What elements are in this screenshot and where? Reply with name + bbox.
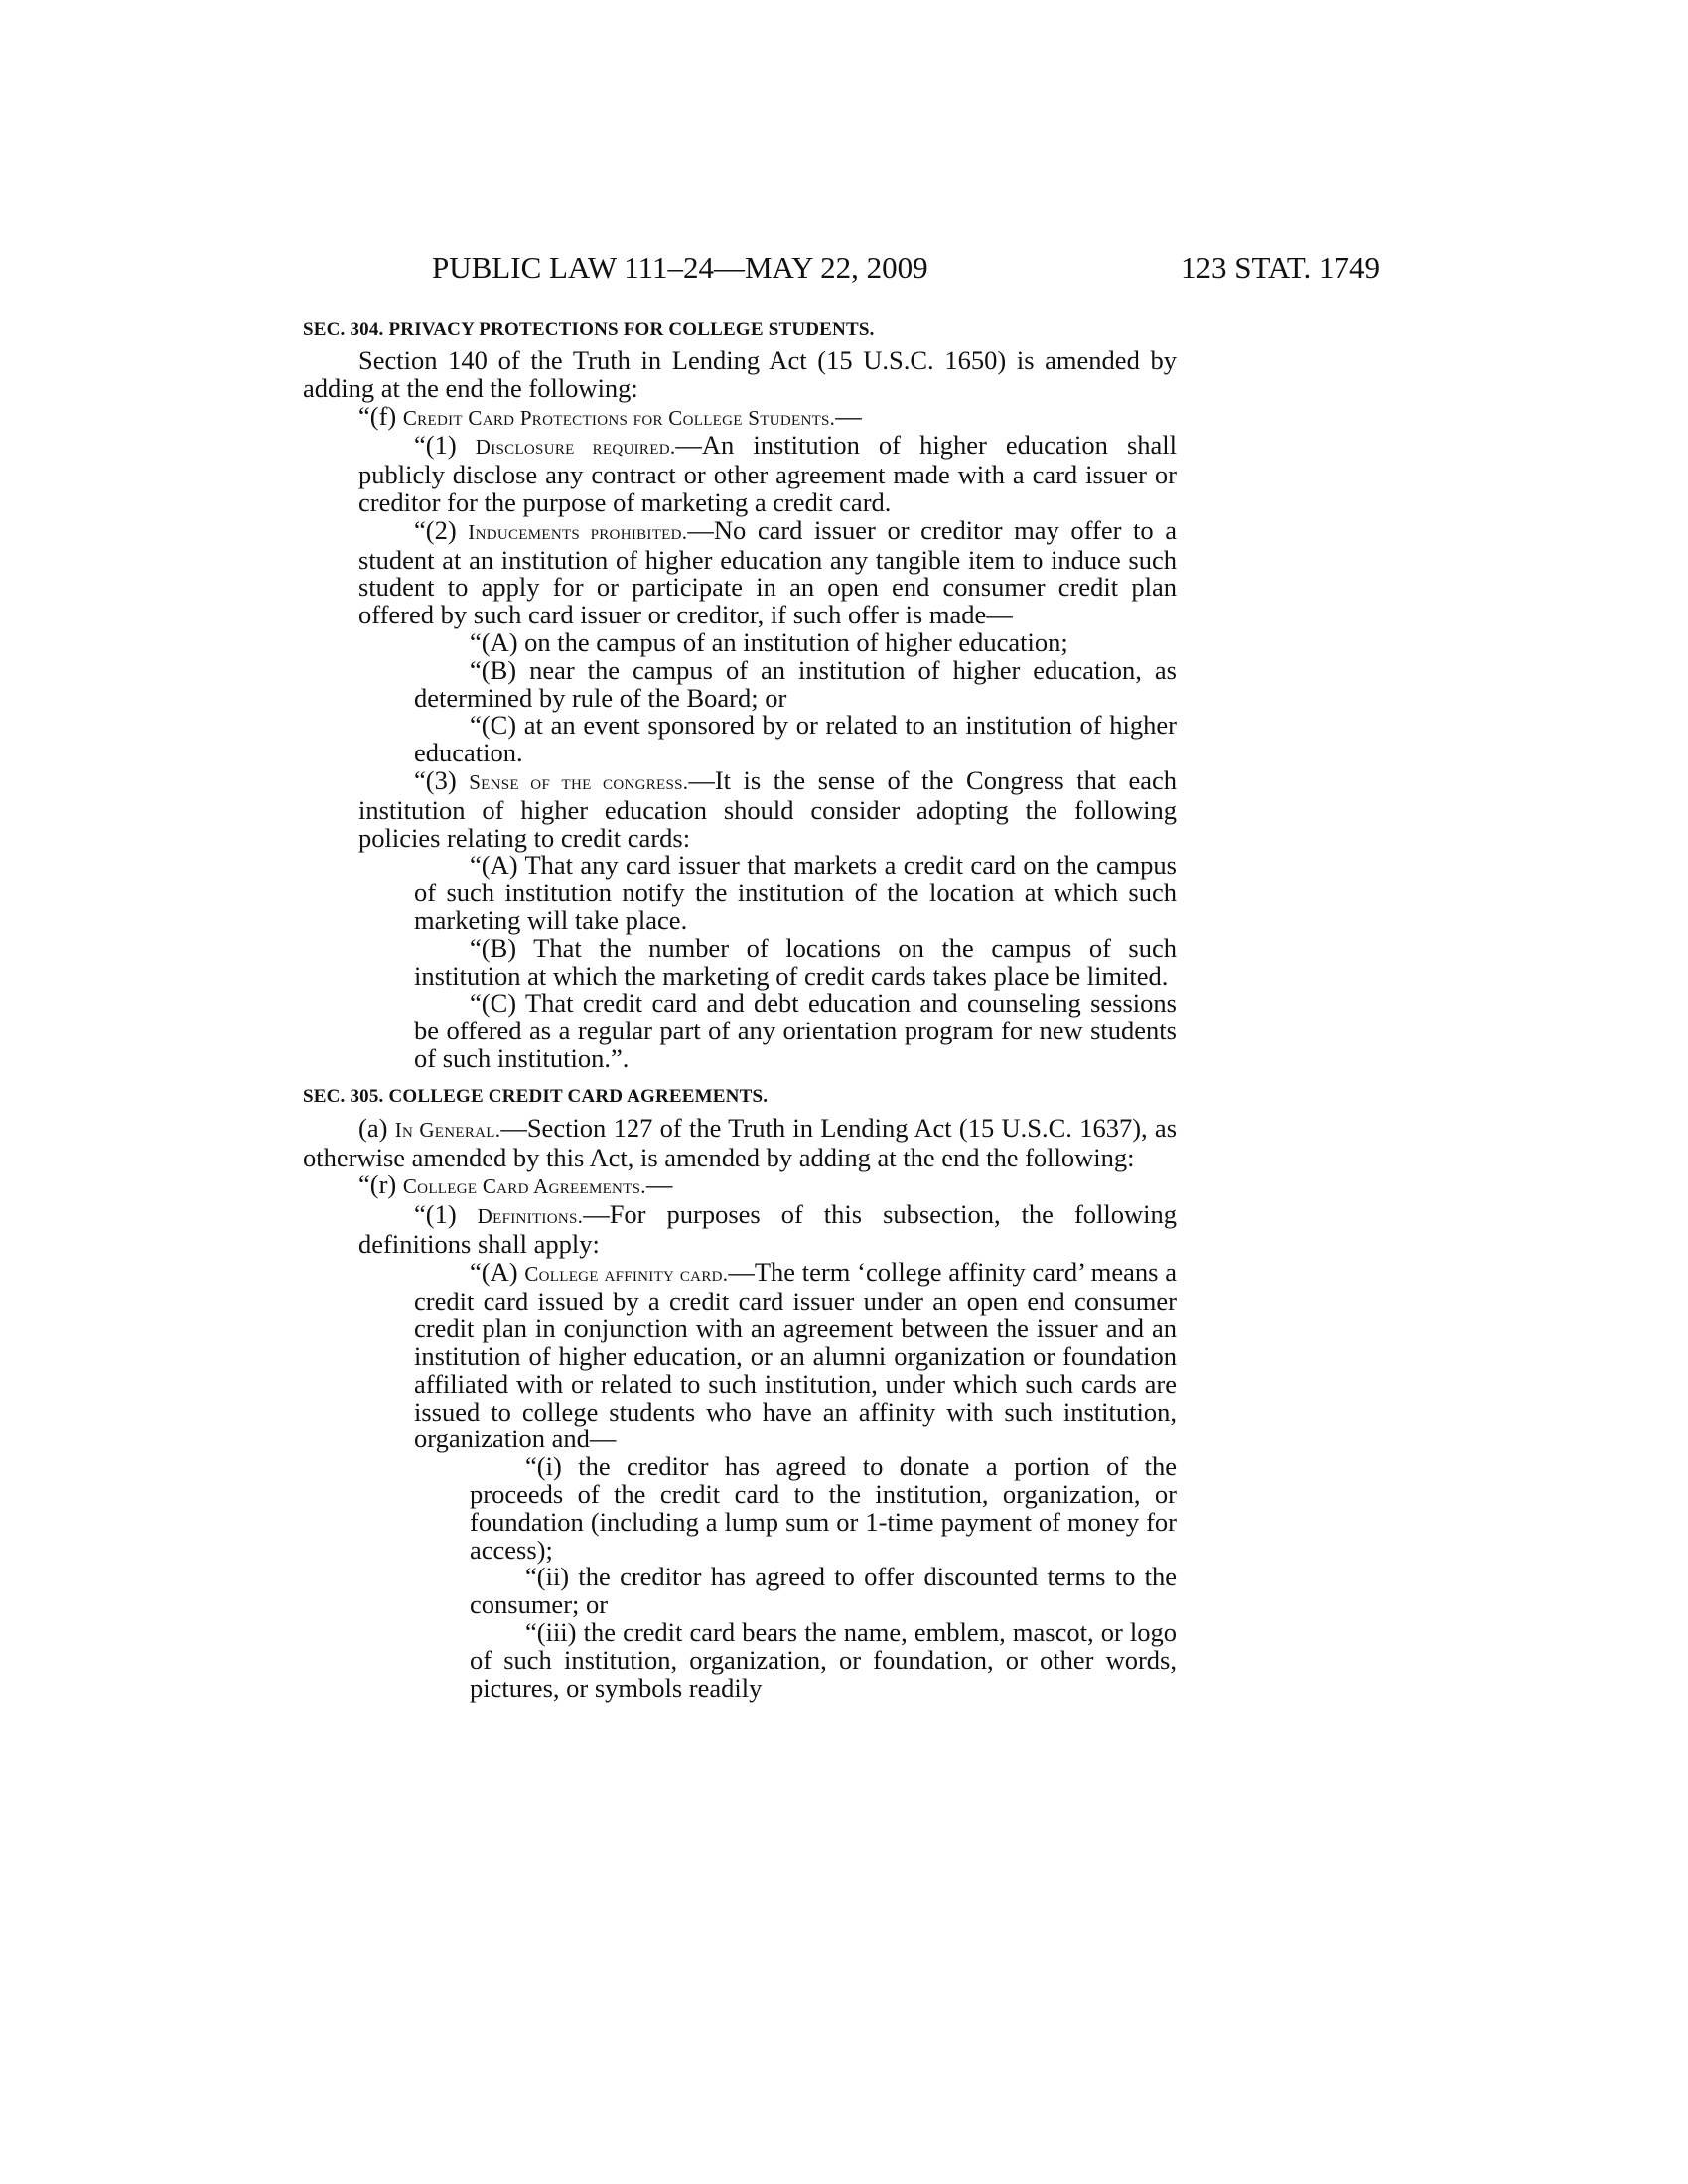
definitions-text: —For purposes of this subsection, the following definitions shall apply: <box>358 1199 1177 1259</box>
document-body <box>303 316 1177 1702</box>
paragraph-1-prefix: “(1) <box>414 430 476 461</box>
paragraph-1-text: —An institution of higher education shall publicly disclose any contract or other agreement made with a card issuer or creditor for the purpose of marketing a credit card. <box>358 430 1177 517</box>
paragraph-3-item-c: “(C) That credit card and debt education and counseling sessions be offered as a regular part of any orientation program for new students of such institution.”. <box>414 988 1177 1073</box>
subsection-a-text: —Section 127 of the Truth in Lending Act (15 U.S.C. 1637), as otherwise amended by this Act, is amended by adding at the end the following: <box>303 1112 1178 1172</box>
section-305-heading: SEC. 305. COLLEGE CREDIT CARD AGREEMENTS. <box>303 1085 769 1107</box>
subsection-r-heading <box>303 1171 1177 1201</box>
subsection-a-caption: In General. <box>394 1117 501 1142</box>
definition-a-prefix: “(A) <box>470 1256 525 1287</box>
paragraph-1-caption: Disclosure required. <box>475 435 676 460</box>
paragraph-3-item-b: “(B) That the number of locations on the campus of such institution at which the marketing of credit cards takes place be limited. <box>414 932 1177 991</box>
definition-a <box>303 1256 1177 1454</box>
subsection-f-caption: Credit Card Protections for College Students. <box>402 405 836 430</box>
paragraph-1 <box>303 432 1177 516</box>
paragraph-2 <box>303 514 1177 630</box>
subsection-f-dash: — <box>835 400 862 431</box>
subsection-r-caption: College Card Agreements. <box>402 1174 646 1199</box>
definitions-paragraph <box>303 1201 1177 1259</box>
paragraph-2-item-a: “(A) on the campus of an institution of higher education; <box>470 626 1068 657</box>
section-304-intro: Section 140 of the Truth in Lending Act (15 U.S.C. 1650) is amended by adding at the end the following: <box>303 345 1177 403</box>
paragraph-3-item-a: “(A) That any card issuer that markets a credit card on the campus of such institution notify the institution of the location at which such marketing will take place. <box>414 850 1177 935</box>
paragraph-2-item-c: “(C) at an event sponsored by or related to an institution of higher education. <box>414 710 1177 768</box>
paragraph-3-prefix: “(3) <box>414 764 470 795</box>
subsection-f-heading <box>303 400 1177 433</box>
section-304-heading: SEC. 304. PRIVACY PROTECTIONS FOR COLLEGE STUDENTS. <box>303 319 875 340</box>
paragraph-3-caption: Sense of the congress. <box>469 769 689 794</box>
subsection-r-dash: — <box>645 1169 673 1200</box>
header-title: PUBLIC LAW 111–24—MAY 22, 2009 <box>432 250 928 285</box>
subsection-r-prefix: “(r) <box>358 1169 403 1200</box>
definition-a-caption: College affinity card. <box>524 1261 729 1286</box>
paragraph-2-caption: Inducements prohibited. <box>468 519 688 544</box>
subsection-a <box>303 1112 1178 1172</box>
paragraph-2-prefix: “(2) <box>414 514 469 545</box>
definitions-caption: Definitions. <box>477 1204 584 1229</box>
running-header <box>303 248 1380 288</box>
paragraph-2-text: —No card issuer or creditor may offer to a student at an institution of higher education any tangible item to induce such student to apply for or participate in an open end consumer credit plan offered by such card issuer or creditor, if such offer is made— <box>358 514 1177 630</box>
paragraph-3 <box>303 764 1177 853</box>
clause-i: “(i) the creditor has agreed to donate a portion of the proceeds of the credit card to the institution, organization, or foundation (including a lump sum or 1-time payment of money for access); <box>470 1451 1177 1565</box>
header-page-reference: 123 STAT. 1749 <box>1180 250 1380 285</box>
paragraph-3-text: —It is the sense of the Congress that each institution of higher education should consider adopting the following policies relating to credit cards: <box>358 764 1177 853</box>
definition-a-text: —The term ‘college affinity card’ means a credit card issued by a credit card issuer under an open end consumer credit plan in conjunction with an agreement between the issuer and an institution of higher education, or an alumni organization or foundation affiliated with or related to such institution, under which such cards are issued to college students who have an affinity with such institution, organization and— <box>414 1256 1177 1454</box>
clause-ii: “(ii) the creditor has agreed to offer discounted terms to the consumer; or <box>470 1562 1177 1620</box>
subsection-f-prefix: “(f) <box>358 400 403 431</box>
definitions-prefix: “(1) <box>414 1199 478 1230</box>
clause-iii: “(iii) the credit card bears the name, emblem, mascot, or logo of such institution, organization, or foundation, or other words, pictures, or symbols readily <box>470 1617 1177 1703</box>
paragraph-2-item-b: “(B) near the campus of an institution of higher education, as determined by rule of the Board; or <box>414 654 1177 713</box>
subsection-a-prefix: (a) <box>358 1112 395 1143</box>
